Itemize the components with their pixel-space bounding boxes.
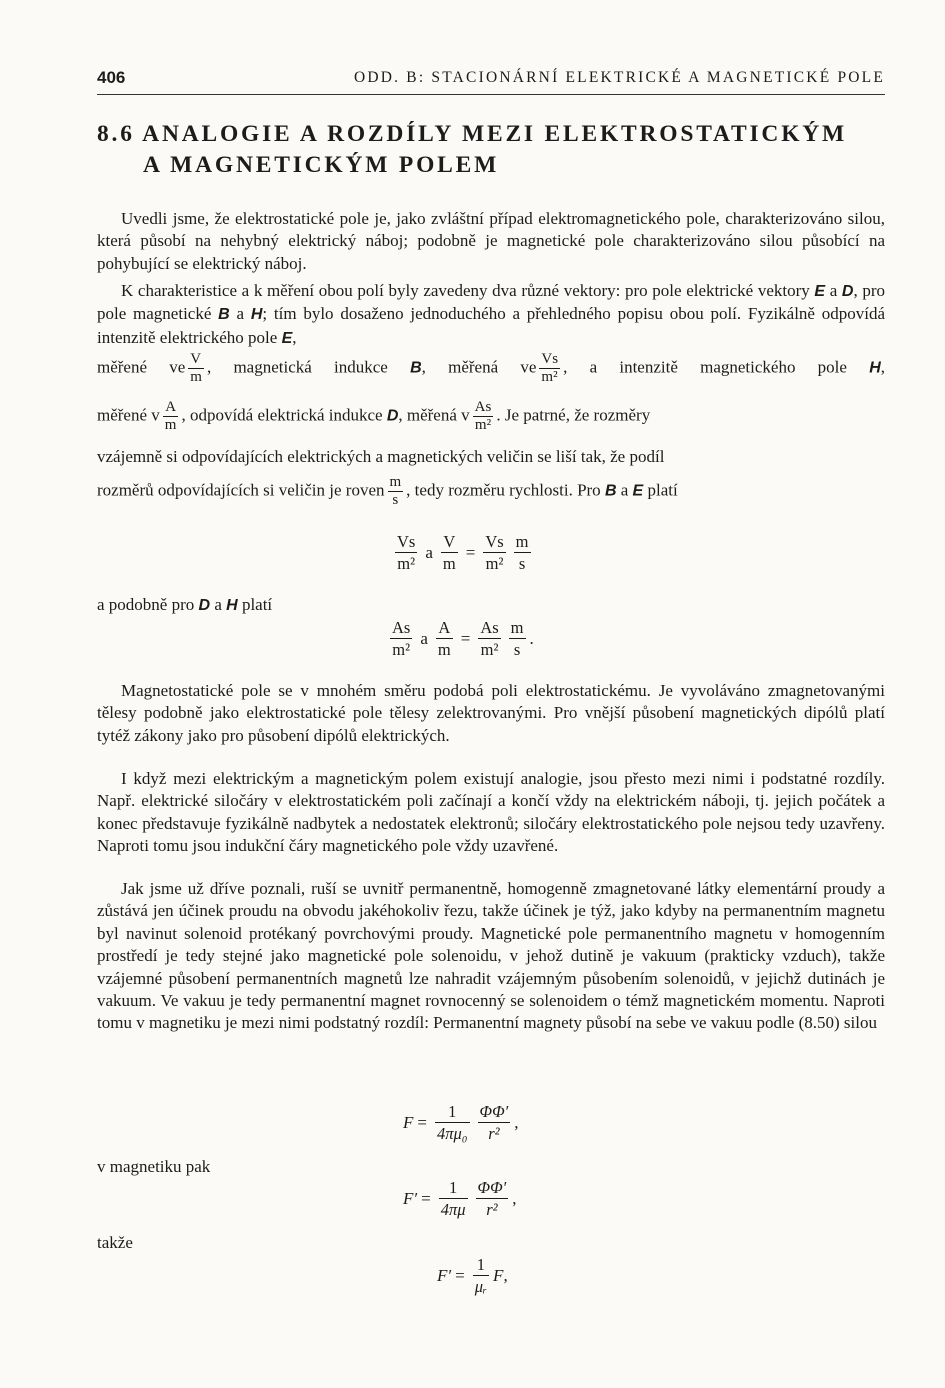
text: platí bbox=[237, 595, 273, 614]
denominator: m bbox=[190, 369, 202, 385]
numerator: ΦΦ′ bbox=[477, 1178, 507, 1197]
fraction bbox=[473, 1255, 489, 1296]
equation-units-D-H bbox=[386, 618, 534, 659]
text: měřené ve bbox=[97, 357, 186, 377]
symbol-D: D bbox=[386, 407, 399, 425]
paragraph-4: I když mezi elektrickým a magnetickým polem existují analogie, jsou přesto mezi nimi i podstatné rozdíly. Např. elektrické siločáry v elektrostatickém poli začínají a končí vždy na elektrickém náboji, tj. jejich počátek a konec představuje fyzikálně nadbytek a nedostatek elektronů; siločáry elektrostatického pole nejsou tedy uzavřeny. Naproti tomu jsou indukční čáry magnetického pole vždy uzavřené. bbox=[97, 769, 885, 856]
numerator: V bbox=[441, 532, 458, 553]
text: a bbox=[616, 480, 633, 500]
fraction bbox=[509, 618, 526, 659]
fraction bbox=[478, 1102, 511, 1143]
header-rule bbox=[97, 94, 885, 95]
units-line-2 bbox=[97, 400, 885, 433]
text: rozměrů odpovídajících si veličin je roven bbox=[97, 480, 385, 500]
numerator: m bbox=[510, 618, 524, 637]
fraction bbox=[436, 618, 453, 659]
text: , tedy rozměru rychlosti. Pro bbox=[406, 480, 605, 500]
symbol-H: H bbox=[869, 359, 881, 377]
numerator: A bbox=[163, 400, 179, 417]
units-line-1 bbox=[97, 352, 885, 385]
section-title-line2: A MAGNETICKÝM POLEM bbox=[143, 152, 500, 178]
numerator: As bbox=[474, 399, 492, 415]
fraction bbox=[395, 532, 417, 573]
text: , a intenzitě magnetického pole bbox=[563, 357, 870, 377]
symbol-B: B bbox=[410, 359, 422, 377]
symbol-E: E bbox=[814, 283, 826, 300]
equation-force-magnetic bbox=[403, 1178, 517, 1219]
denominator: r² bbox=[488, 1124, 500, 1143]
symbol-D: D bbox=[198, 597, 211, 614]
numerator: Vs bbox=[397, 532, 416, 551]
fraction bbox=[476, 1178, 509, 1219]
conjunction: a bbox=[420, 628, 428, 648]
fraction bbox=[478, 618, 500, 659]
symbol-H: H bbox=[226, 597, 238, 614]
comma: , bbox=[503, 1265, 508, 1285]
fraction bbox=[390, 618, 412, 659]
text: , odpovídá elektrická indukce bbox=[181, 405, 387, 425]
numerator: m bbox=[389, 474, 402, 490]
text: a bbox=[210, 595, 227, 614]
text: . Je patrné, že rozměry bbox=[496, 405, 651, 425]
denominator: m² bbox=[474, 417, 492, 433]
section-title-line1 bbox=[97, 121, 887, 148]
units-line-3: vzájemně si odpovídajících elektrických a magnetických veličin se liší tak, že podíl bbox=[97, 447, 665, 466]
equals-sign: = bbox=[460, 628, 471, 648]
denominator: s bbox=[518, 554, 526, 573]
fraction-Vs-per-m2 bbox=[539, 352, 560, 385]
text: K charakteristice a k měření obou polí byly zavedeny dva různé vektory: pro pole elektrické vektory bbox=[121, 281, 815, 300]
units-line-4 bbox=[97, 475, 885, 508]
equation-units-B-E bbox=[391, 532, 535, 573]
numerator: Vs bbox=[541, 351, 559, 367]
numerator: As bbox=[480, 618, 499, 637]
fraction bbox=[435, 1102, 470, 1143]
text: , magnetická indukce bbox=[206, 357, 411, 377]
variable-F: F bbox=[493, 1265, 504, 1285]
section-title-text: ANALOGIE A ROZDÍLY MEZI ELEKTROSTATICKÝM bbox=[142, 121, 848, 147]
paragraph-1: Uvedli jsme, že elektrostatické pole je, jako zvláštní případ elektromagnetického pole, charakterizováno silou, která působí na nehybný elektrický náboj; podobně je magnetické pole charakterizováno silou působící na pohybující se elektrický náboj. bbox=[97, 209, 885, 273]
numerator: 1 bbox=[439, 1178, 468, 1199]
label-in-magnetic: v magnetiku pak bbox=[97, 1157, 211, 1176]
numerator: ΦΦ′ bbox=[479, 1102, 509, 1121]
comma: , bbox=[512, 1188, 517, 1208]
equation-force-vacuum bbox=[403, 1102, 519, 1143]
denominator: μᵣ bbox=[474, 1277, 488, 1296]
variable-F-prime: F′ bbox=[403, 1188, 418, 1208]
denominator: m² bbox=[392, 640, 411, 659]
fraction-V-per-m bbox=[188, 352, 204, 385]
text: měřené v bbox=[97, 405, 160, 425]
section-number: 8.6 bbox=[97, 121, 135, 147]
symbol-E: E bbox=[281, 329, 293, 347]
variable-F: F bbox=[403, 1112, 414, 1132]
numerator: V bbox=[188, 352, 204, 369]
running-header bbox=[97, 66, 885, 90]
text: platí bbox=[643, 480, 678, 500]
fraction-m-per-s bbox=[388, 475, 404, 508]
paragraph-5: Jak jsme už dříve poznali, ruší se uvnitř permanentně, homogenně zmagnetované látky elementární proudy a zůstává jen účinek proudu na obvodu jakéhokoliv řezu, takže účinek je týž, jako kdyby na permanentním magnetu byl navinut solenoid protékaný povrchovými proudy. Magnetické pole permanentního magnetu v homogenním prostředí je tedy stejné jako magnetické pole solenoidu, v jehož dutině je vakuum (prakticky vzduch), takže vzájemné působení permanentních magnetů lze nahradit vzájemným působením solenoidů, v jejichž dutinách je vakuum. Ve vakuu je tedy permanentní magnet rovnocenný se solenoidem o témž magnetickém momentu. Naproti tomu v magnetiku je mezi nimi podstatný rozdíl: Permanentní magnety působí na sebe ve vakuu podle (8.50) silou bbox=[97, 879, 885, 1033]
equation-force-ratio bbox=[437, 1255, 508, 1296]
denominator: m² bbox=[485, 554, 504, 573]
fraction-A-per-m bbox=[163, 400, 179, 433]
text: , měřená ve bbox=[421, 357, 537, 377]
symbol-B: B bbox=[604, 482, 617, 500]
denominator: m bbox=[164, 417, 177, 433]
text: , měřená v bbox=[398, 405, 470, 425]
denominator: r² bbox=[486, 1200, 498, 1219]
fraction bbox=[514, 532, 531, 573]
text: a bbox=[825, 281, 842, 300]
label-so: takže bbox=[97, 1233, 133, 1252]
equals-sign: = bbox=[417, 1112, 427, 1132]
conjunction: a bbox=[425, 542, 433, 562]
label-similarly bbox=[97, 595, 272, 615]
fraction bbox=[483, 532, 505, 573]
text: a bbox=[229, 304, 251, 324]
fraction-As-per-m2 bbox=[473, 400, 494, 433]
fraction bbox=[441, 532, 458, 573]
paragraph-2 bbox=[97, 280, 885, 350]
denominator: m² bbox=[541, 369, 558, 385]
fraction bbox=[439, 1178, 468, 1219]
symbol-E: E bbox=[632, 482, 644, 500]
numerator: As bbox=[392, 618, 411, 637]
denominator: 4πμ₀ bbox=[436, 1124, 468, 1143]
comma: , bbox=[514, 1112, 519, 1132]
denominator: m bbox=[437, 640, 451, 659]
text: , pro pole magnetické bbox=[97, 281, 885, 324]
paragraph-3: Magnetostatické pole se v mnohém směru podobá poli elektrostatickému. Je vyvoláváno zmagnetovanými tělesy podobně jako elektrostatické pole tělesy zelektrovanými. Pro vnější působení magnetických dipólů platí tytéž zákony jako pro působení dipólů elektrických. bbox=[97, 681, 885, 745]
text: , bbox=[292, 327, 297, 347]
denominator: 4πμ bbox=[440, 1200, 466, 1219]
symbol-H: H bbox=[250, 306, 263, 324]
text: , bbox=[880, 357, 885, 377]
variable-F-prime: F′ bbox=[437, 1265, 452, 1285]
denominator: m² bbox=[480, 640, 499, 659]
numerator: Vs bbox=[485, 532, 504, 551]
equals-sign: = bbox=[421, 1188, 431, 1208]
numerator: 1 bbox=[473, 1255, 489, 1276]
denominator: s bbox=[392, 492, 399, 508]
denominator: m bbox=[442, 554, 456, 573]
page-number: 406 bbox=[97, 68, 126, 87]
period: . bbox=[529, 628, 534, 648]
text: a podobně pro bbox=[97, 595, 199, 614]
numerator: 1 bbox=[435, 1102, 470, 1123]
denominator: s bbox=[513, 640, 521, 659]
running-title: ODD. B: STACIONÁRNÍ ELEKTRICKÉ A MAGNETICKÉ POLE bbox=[353, 69, 885, 86]
equals-sign: = bbox=[455, 1265, 465, 1285]
symbol-D: D bbox=[841, 283, 854, 300]
numerator: m bbox=[515, 532, 529, 551]
equals-sign: = bbox=[465, 542, 476, 562]
numerator: A bbox=[436, 618, 453, 639]
denominator: m² bbox=[397, 554, 416, 573]
symbol-B: B bbox=[218, 306, 230, 324]
text: ; tím bylo dosaženo jednoduchého a přehledného popisu obou polí. Fyzikálně odpovídá intenzitě elektrického pole bbox=[97, 304, 886, 347]
